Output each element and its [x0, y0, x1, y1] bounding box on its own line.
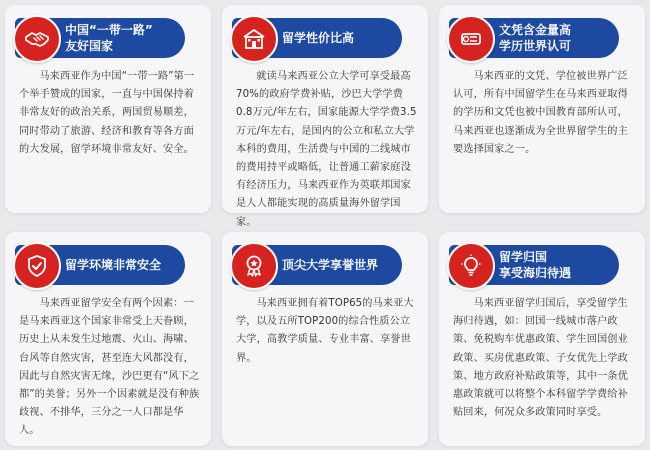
card-title-line-1: 留学环境非常安全 [65, 258, 162, 272]
badge [447, 15, 495, 63]
card-header [232, 18, 402, 58]
card-title [282, 18, 396, 58]
card-header [15, 18, 185, 58]
award-medal-icon [241, 253, 267, 279]
card-body-text: 就读马来西亚公立大学可享受最高70%的政府学费补贴，沙巴大学学费0.8万元/年左右，国家能源大学学费3.5万元/年左右，是国内的公立和私立大学本科的费用，生活费与中国的二线城市的费用持平或略低，让普通工薪家庭没有经济压力，马来西亚作为英联邦国家是人人都能实现的高质量海外留学国家。 [236, 71, 417, 228]
card-title-line-2: 友好国家 [65, 39, 114, 53]
card-diploma-recognition [439, 5, 645, 213]
card-title [282, 245, 396, 285]
card-header [15, 245, 185, 285]
card-cost-effective [222, 5, 428, 228]
school-building-icon [241, 26, 267, 52]
card-belt-and-road [5, 5, 211, 213]
card-title [65, 245, 179, 285]
card-safety [5, 232, 211, 446]
card-title-line-1: 中国“一带一路” [65, 23, 153, 37]
card-body-text: 马来西亚拥有着TOP65的马来亚大学，以及五所TOP200的综合性质公立大学，高教学质量、专业丰富、享誉世界。 [236, 298, 414, 364]
shield-check-icon [24, 253, 50, 279]
card-top-universities [222, 232, 428, 446]
card-title [499, 245, 613, 285]
card-title-line-2: 享受海归待遇 [499, 266, 572, 280]
card-returnee-benefits [439, 232, 645, 446]
badge [13, 242, 61, 290]
card-title [65, 18, 179, 58]
badge [13, 15, 61, 63]
card-title-line-1: 文凭含金量高 [499, 23, 572, 37]
lightbulb-icon [458, 253, 484, 279]
card-body-text: 马来西亚留学归国后，享受留学生海归待遇，如：回国一线城市落户政策、免税购车优惠政策、学生回国创业政策、买房优惠政策、子女优先上学政策、地方政府补贴政策等，其中一条优惠政策就可以将整个本科留学学费给补贴回来，何况众多政策同时享受。 [453, 298, 628, 419]
card-header [232, 245, 402, 285]
card-title-line-2: 学历世界认可 [499, 39, 572, 53]
card-body-text: 马来西亚留学安全有两个因素：一是马来西亚这个国家非常受上天眷顾，历史上从未发生过地震、火山、海啸、台风等自然灾害，甚至连大风都没有，因此与自然灾害无缘，沙巴更有“风下之都”的美誉；另外一个因素就是没有种族歧视、不排华，三分之一人口都是华人。 [19, 298, 200, 437]
card-header [449, 18, 619, 58]
card-body-text: 马来西亚的文凭、学位被世界广泛认可，所有中国留学生在马来西亚取得的学历和文凭也被中国教育部所认可，马来西亚也逐渐成为全世界留学生的主要选择国家之一。 [453, 71, 628, 155]
badge [447, 242, 495, 290]
handshake-icon [24, 26, 50, 52]
card-title-line-1: 顶尖大学享誉世界 [282, 258, 379, 272]
card-body-text: 马来西亚作为中国“一带一路”第一个举手赞成的国家，一直与中国保持着非常友好的政治关系，两国贸易顺差，同时带动了旅游、经济和教育等各方面的大发展，留学环境非常友好、安全。 [19, 71, 195, 155]
card-title-line-1: 留学性价比高 [282, 31, 355, 45]
badge [230, 242, 278, 290]
card-header [449, 245, 619, 285]
badge [230, 15, 278, 63]
card-title [499, 18, 613, 58]
card-title-line-1: 留学归国 [499, 250, 548, 264]
diploma-scroll-icon [458, 26, 484, 52]
